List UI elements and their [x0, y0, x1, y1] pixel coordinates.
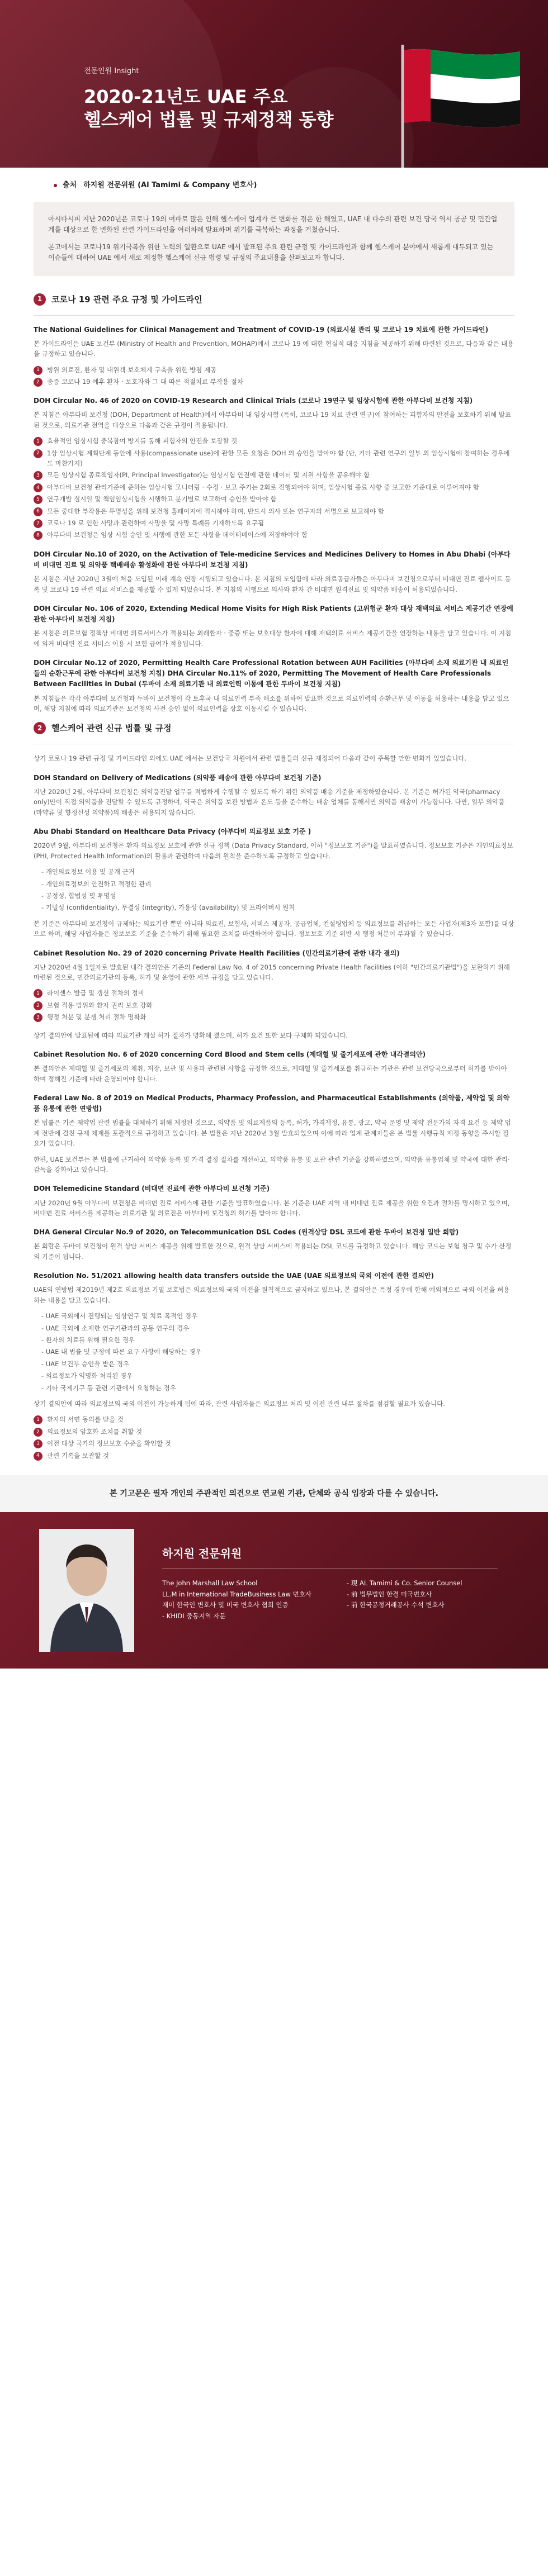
subsection-body: 본 지침은 의료보험 정책상 비대면 의료서비스가 적용되는 외래환자 · 중증 또는 보호대상 환자에 대해 재택의료 서비스 제공기간을 연장하는 내용을 담고 있습니다. 이 지침에 의거 비대면 진료 서비스 이용 시 보험 급여가 적용됩니다.	[34, 629, 512, 648]
list-item: 2 보험 적용 범위와 환자 권리 보호 강화	[34, 1000, 514, 1010]
hero-title-line1: 2020-21년도 UAE 주요	[84, 85, 288, 107]
uae-flag-icon	[386, 39, 526, 168]
numbered-list	[34, 988, 514, 1022]
section-title-text: 코로나 19 관련 주요 규정 및 가이드라인	[51, 294, 202, 305]
list-item: - 공정성, 합법성 및 투명성	[41, 891, 116, 900]
hero-kicker: 전문인원 Insight	[84, 67, 139, 75]
list-item: - UAE 국외에 소재한 연구기관과의 공동 연구의 경우	[41, 1324, 190, 1332]
main-content	[0, 293, 548, 1461]
subsection-title: Resolution No. 51/2021 allowing health data transfers outside the UAE (UAE 의료정보의 국외 이전에 관한 결의안)	[34, 1272, 434, 1280]
numbered-list	[34, 436, 514, 540]
section-1-title	[34, 293, 514, 306]
list-item: - 기타 국제기구 등 관련 기관에서 요청하는 경우	[41, 1384, 176, 1392]
subsection-title: DOH Circular No.10 of 2020, on the Activation of Tele-medicine Services and Medicines Delivery to Homes in Abu Dhabi (아부다비 비대면 진료 및 의약품 택배배송 활성화에 관한 아부다비 보건청 지침)	[34, 550, 511, 569]
subsection-body: 지난 2020년 4월 1일자로 발효된 내각 결의안은 기존의 Federal Law No. 4 of 2015 concerning Private Health Facilities (이하 "민간의료기관법")을 보완하기 위해 마련된 것으로, 민간의료기관의 등록, 허가 및 운영에 관한 세부 규정을 담고 있습니다.	[34, 963, 510, 982]
subsection-title: DOH Circular No. 106 of 2020, Extending Medical Home Visits for High Risk Patients (고위험군 환자 대상 재택의료 서비스 제공기간 연장에 관한 아부다비 보건청 지침)	[34, 604, 513, 624]
subsection-body: UAE의 연방법 제2019년 제2호 의료정보 기밀 보호법은 의료정보의 국외 이전을 원칙적으로 금지하고 있으나, 본 결의안은 특정 경우에 한해 예외적으로 국외 이전을 허용하는 내용을 담고 있습니다.	[34, 1286, 510, 1304]
hero-title-line2: 헬스케어 법률 및 규제정책 동향	[84, 109, 334, 131]
list-item: 2 의료정보의 암호화 조치를 취할 것	[34, 1427, 514, 1437]
list-item: 7 코로나 19 로 인한 사망과 관련하여 사망율 및 사망 특례를 기재하도록 요구됨	[34, 518, 514, 528]
list-item: - 의료정보가 익명화 처리된 경우	[41, 1372, 133, 1380]
subsection-body: 본 결의안은 제대혈 및 줄기세포의 채취, 저장, 보관 및 사용과 관련된 사항을 규정한 것으로, 제대혈 및 줄기세포를 취급하는 기관은 관련 보건당국으로부터 허가를 받아야 하며 정해진 기준에 따라 운영되어야 합니다.	[34, 1064, 507, 1083]
divider	[162, 1568, 498, 1569]
source-text: 하지원 전문위원 (Al Tamimi & Company 변호사)	[83, 181, 257, 189]
subsection-title: Cabinet Resolution No. 29 of 2020 concerning Private Health Facilities (민간의료기관에 관한 내각 결의)	[34, 949, 400, 957]
subsection-title: The National Guidelines for Clinical Management and Treatment of COVID-19 (의료시설 관리 및 코로나 19 치료에 관한 가이드라인)	[34, 325, 489, 334]
list-item: 5 연구개발 실시일 및 책임임상시험을 시행하고 분기별로 보고하여 승인을 받아야 함	[34, 494, 514, 504]
hero-text	[84, 66, 352, 132]
intro-paragraph: 본고에서는 코로나19 위기극복을 위한 노력의 일환으로 UAE 에서 발표된 주요 관련 규정 및 가이드라인과 함께 헬스케어 분야에서 새롭게 대두되고 있는 이슈들에 대하여 UAE 에서 새로 제정한 헬스케어 신규 법령 및 규정의 주요내용을 살펴보고자 합니다.	[48, 243, 494, 262]
subsection-body: 상기 결의안에 발표됨에 따라 의료기관 개설 허가 절차가 명확해 졌으며, 허가 요건 또한 보다 구체화 되었습니다.	[34, 1031, 348, 1039]
numbered-list	[34, 365, 514, 387]
list-item: 8 아부다비 보건청은 임상 시험 승인 및 시행에 관한 모든 사항을 데이터베이스에 저장하여야 함	[34, 530, 514, 540]
subsection-title: DHA General Circular No.9 of 2020, on Telecommunication DSL Codes (원격상담 DSL 코드에 관한 두바이 보건청 일반 회람)	[34, 1228, 459, 1237]
subsection-body: 본 가이드라인은 UAE 보건부 (Ministry of Health and Prevention, MOHAP)에서 코로나 19 에 대한 현실적 대응 지침을 제공하기 위해 마련된 것으로, 다음과 같은 내용을 규정하고 있습니다.	[34, 339, 514, 358]
subsection-body: 본 지침은 지난 2020년 3월에 처음 도입된 이래 계속 연장 시행되고 있습니다. 본 지침의 도입함에 따라 의료공급자들은 아부다비 보건청으로부터 비대면 진료 웹사이트 등록 및 코로나 19 관련 의료 서비스를 제공할 수 있게 되었습니다. 본 지침의 시행으로 의사와 환자 간 비대면 원격진료 및 의약품 배송이 허용되었습니다.	[34, 575, 511, 593]
list-item: 1 라이센스 발급 및 갱신 절차의 정비	[34, 988, 514, 998]
subsection-title: DOH Telemedicine Standard (비대면 진료에 관한 아부다비 보건청 기준)	[34, 1185, 270, 1193]
intro-box	[34, 202, 514, 276]
list-item: - UAE 보건부 승인을 받은 경우	[41, 1360, 130, 1368]
dash-list	[41, 1311, 514, 1393]
subsection-title: Cabinet Resolution No. 6 of 2020 concerning Cord Blood and Stem cells (제대혈 및 줄기세포에 관한 내각결의안)	[34, 1051, 426, 1059]
list-item: 2 중증 코로나 19 예후 환자 · 보호자와 그 대 따른 적절치료 부작용 절차	[34, 377, 514, 387]
list-item: - 개인의료정보 이용 및 공개 근거	[41, 868, 135, 876]
subsection-body: 한편, UAE 보건부는 본 법률에 근거하여 의약품 등록 및 가격 결정 절차를 개선하고, 의약품 유통 및 보관 관련 기준을 강화하였으며, 의약품 유통업체 및 약국에 대한 관리·감독을 강화하고 있습니다.	[34, 1155, 510, 1173]
list-item: 6 모든 중대한 부작용은 투명성을 위해 보건청 홈페이지에 적시해야 하며, 반드시 의사 또는 연구자의 서명으로 보고해야 함	[34, 506, 514, 516]
list-item: 4 관련 기록을 보관할 것	[34, 1451, 514, 1461]
author-career: - 現 AL Tamimi & Co. Senior Counsel - 前 법무법인 한결 미국변호사 - 前 한국공정거래공사 수석 변호사	[347, 1579, 462, 1609]
bullet-icon	[54, 184, 57, 187]
author-education: The John Marshall Law School LL.M in International TradeBusiness Law 변호사 재미 한국인 변호사 및 미국 변호사 협회 인증 - KHIDI 중동지역 자문	[162, 1579, 311, 1620]
subsection-title: DOH Circular No.12 of 2020, Permitting Health Care Professional Rotation between AUH Facilities (아부다비 소재 의료기관 내 의료인들의 순환근무에 관한 아부다비 보건청 지침) DHA Circular No.11% of 2020, Permitting The Movement of Health Care Professionals Between Facilities in Dubai (두바이 소재 의료기관 내 의료인력 이동에 관한 두바이 보건청 지침)	[34, 659, 509, 688]
subsection-body: 지난 2020년 9월 아부다비 보건청은 비대면 진료 서비스에 관한 기준을 발표하였습니다. 본 기준은 UAE 지역 내 비대면 진료 제공을 위한 요건과 절차를 명시하고 있으며, 비대면 진료 서비스를 제공하는 의료기관 및 의료진은 아부다비 보건청의 허가를 받아야 합니다.	[34, 1199, 510, 1217]
intro-paragraph: 아시다시피 지난 2020년은 코로나 19의 여파로 많은 인해 헬스케어 업계가 큰 변화를 겪은 한 해였고, UAE 내 다수의 관련 보건 당국 역시 공공 및 민간업계를 대상으로 한 변화된 관련 가이드라인을 여러차례 발표하며 위기를 극복하는 과정을 거쳤습니다.	[48, 215, 498, 234]
section-intro: 상기 코로나 19 관련 규정 및 가이드라인 외에도 UAE 에서는 보건당국 차원에서 관련 법률들의 신규 제정되어 다음과 같이 주목할 만한 변화가 있었습니다.	[34, 754, 467, 763]
subsection-body: 지난 2020년 2월, 아부다비 보건청은 의약품전달 업무를 적법하게 수행할 수 있도록 하기 위한 의약품 배송 기준을 제정하였습니다. 본 기준은 허가된 약국(pharmacy only)만이 직접 의약품을 전달할 수 있도록 규정하며, 약국은 의약품 보관 방법과 온도 등을 준수하는 배송 업체를 통해서만 의약품 배송이 가능합니다. 다만, 일부 의약품 (마약류 및 향정신성 의약품)의 배송은 허용되지 않습니다.	[34, 788, 505, 816]
list-item: 3 모든 임상시험 종료책임자(PI, Principal Investigator)는 임상시험 안전에 관한 데이터 및 지원 사항을 공유해야 함	[34, 470, 514, 480]
person-icon	[39, 1529, 134, 1652]
subsection-title: DOH Standard on Delivery of Medications (의약품 배송에 관한 아부다비 보건청 기준)	[34, 773, 322, 782]
subsection-body: 상기 결의안에 따라 의료정보의 국외 이전이 가능하게 됨에 따라, 관련 사업자들은 의료정보 처리 및 이전 관련 내부 절차를 점검할 필요가 있습니다.	[34, 1399, 445, 1408]
subsection-body: 본 지침들은 각각 아부다비 보건청과 두바이 보건청이 각 토후국 내 의료인력 부족 해소를 위하여 발표한 것으로 의료인력의 순환근무 및 이동을 허용하는 내용을 담고 있으며, 해당 지침에 따라 의료기관은 보건청의 사전 승인 없이 의료인력을 상호 이동시킬 수 있습니다.	[34, 694, 509, 713]
list-item: - 기밀성 (confidentiality), 무결성 (integrity), 가용성 (availability) 및 프라이버시 원칙	[41, 904, 295, 912]
subsection-body: 본 기준은 아부다비 보건청이 규제하는 의료기관 뿐만 아니라 의료진, 보험사, 서비스 제공자, 공급업체, 컨설팅업체 등 의료정보를 취급하는 모든 사업자(제3자 포함)를 대상으로 하며, 해당 사업자들은 정보보호 기준을 준수하기 위해 필요한 조치를 마련하여야 합니다. 정보보호 기준 위반 시 행정 처분이 부과될 수 있습니다.	[34, 919, 514, 938]
list-item: - 환자의 치료를 위해 필요한 경우	[41, 1336, 135, 1344]
source-line	[0, 168, 548, 202]
list-item: 2 1상 임상시험 계획단계 동안에 사용(compassionate use)에 관한 모든 요청은 DOH 의 승인을 받아야 함 (단, 기타 관련 연구의 일부 외 임상시험에 참여하는 경우에도 마찬가지)	[34, 448, 514, 469]
hero-banner	[0, 0, 548, 168]
subsection-title: Abu Dhabi Standard on Healthcare Data Privacy (아부다비 의료정보 보호 기준 )	[34, 828, 311, 836]
list-item: - UAE 국외에서 진행되는 임상연구 및 치료 목적인 경우	[41, 1312, 198, 1320]
author-name: 하지원 전문위원	[162, 1547, 242, 1561]
list-item: 4 아부다비 보건청 관리기준에 준하는 임상시험 모니터링 · 수정 · 보고 주기는 2회로 진행되어야 하며, 임상시험 종료 사항 중 보고한 기준대로 이루어져야 함	[34, 482, 514, 492]
section-2-title	[34, 721, 514, 735]
author-details	[162, 1578, 520, 1622]
list-item: - UAE 내 법률 및 규정에 따른 요구 사항에 해당하는 경우	[41, 1348, 202, 1356]
disclaimer: 본 기고문은 필자 개인의 주관적인 의견으로 연교원 기관, 단체와 공식 입장과 다를 수 있습니다.	[0, 1475, 548, 1512]
list-item: 1 효율적인 임상시험 중복참여 방지를 통해 피험자의 안전을 보장할 것	[34, 436, 514, 446]
list-item: 1 병원 의료진, 환자 및 내원객 보호체계 구축을 위한 방침 제공	[34, 365, 514, 375]
section-title-text: 헬스케어 관련 신규 법률 및 규정	[51, 723, 172, 734]
section-number-badge: 1	[34, 293, 46, 306]
hero-title	[84, 85, 352, 132]
numbered-list	[34, 1414, 514, 1461]
list-item: 3 이전 대상 국가의 정보보호 수준을 확인할 것	[34, 1438, 514, 1448]
subsection-body: 2020년 9월, 아부다비 보건청은 환자 의료정보 보호에 관한 신규 정책 (Data Privacy Standard, 이하 "정보보호 기준")을 발표하였습니다. 정보보호 기준은 개인의료정보 (PHI, Protected Health Information)의 활용과 관련하여 다음의 원칙을 준수하도록 규정하고 있습니다.	[34, 842, 513, 860]
list-item: 1 환자의 서면 동의를 받을 것	[34, 1414, 514, 1424]
source-label: 출처	[63, 181, 77, 189]
subsection-body: 본 회람은 두바이 보건청이 원격 상담 서비스 제공을 위해 발표한 것으로, 원격 상담 서비스에 적용되는 DSL 코드를 규정하고 있습니다. 해당 코드는 보험 청구 및 수가 산정의 기준이 됩니다.	[34, 1242, 512, 1261]
section-number-badge: 2	[34, 722, 46, 734]
list-item: - 개인의료정보의 안전하고 적정한 관리	[41, 880, 152, 888]
author-card	[0, 1512, 548, 1669]
subsection-body: 본 법률은 기존 제약업 관련 법률을 대체하기 위해 제정된 것으로, 의약품 및 의료제품의 등록, 허가, 가격책정, 유통, 광고, 약국 운영 및 제약 전문가의 자격 요건 등 제약 업계 전반에 걸친 규제 체계를 포괄적으로 규정하고 있습니다. 본 법률은 지난 2020년 3월 발효되었으며 이에 따라 업계 관계자들은 본 법률 시행규칙 제정 동향을 주시할 필요가 있습니다.	[34, 1119, 511, 1148]
author-photo	[39, 1529, 134, 1652]
subsection-body: 본 지침은 아부다비 보건청 (DOH, Department of Health)에서 아부다비 내 임상시험 (특히, 코로나 19 치료 관련 연구)에 참여하는 피험자의 안전을 보호하기 위해 발표된 것으로, 의료기관 전역을 대상으로 다음과 같은 규정이 적용됩니다.	[34, 411, 512, 429]
subsection-title: DOH Circular No. 46 of 2020 on COVID-19 Research and Clinical Trials (코로나 19연구 및 임상시험에 관한 아부다비 보건청 지침)	[34, 397, 473, 405]
subsection-title: Federal Law No. 8 of 2019 on Medical Products, Pharmacy Profession, and Pharmaceutical Establishments (의약품, 제약업 및 의약품 유통에 관한 연방법)	[34, 1094, 510, 1113]
divider	[34, 315, 514, 316]
dash-list	[41, 867, 514, 913]
list-item: 3 행정 처분 및 분쟁 처리 절차 명확화	[34, 1012, 514, 1022]
